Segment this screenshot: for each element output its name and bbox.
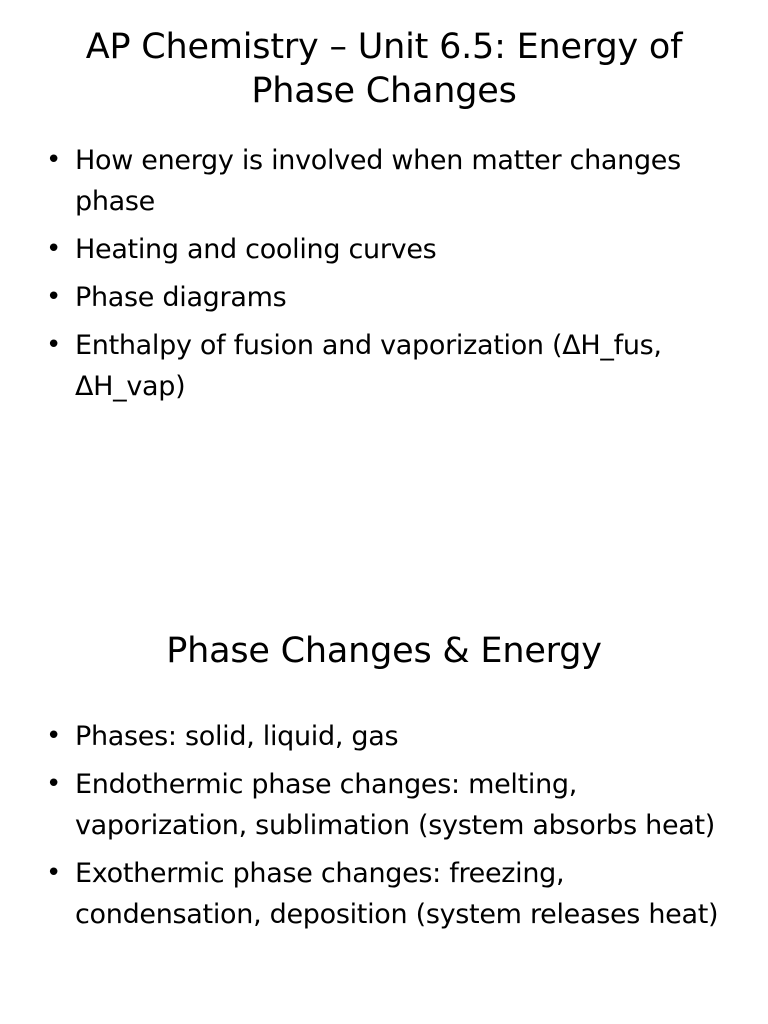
bullet-text: Phase diagrams <box>75 282 287 313</box>
bullet-list <box>46 140 726 414</box>
bullet-icon: • <box>46 769 62 799</box>
bullet-icon: • <box>46 330 62 360</box>
bullet-text: How energy is involved when matter changes phase <box>75 145 681 217</box>
slide-2 <box>0 512 768 1024</box>
bullet-icon: • <box>46 234 62 264</box>
bullet-item <box>46 764 726 846</box>
bullet-icon: • <box>46 858 62 888</box>
slide-title: Phase Changes & Energy <box>166 631 602 671</box>
bullet-text: Endothermic phase changes: melting, vaporization, sublimation (system absorbs heat) <box>75 769 716 841</box>
bullet-icon: • <box>46 721 62 751</box>
bullet-item <box>46 229 726 270</box>
bullet-text: Exothermic phase changes: freezing, condensation, deposition (system releases heat) <box>75 858 719 930</box>
bullet-icon: • <box>46 282 62 312</box>
slide-title: AP Chemistry – Unit 6.5: Energy of Phase Changes <box>85 27 683 111</box>
bullet-text: Heating and cooling curves <box>75 234 437 265</box>
bullet-item <box>46 140 726 222</box>
bullet-icon: • <box>46 145 62 175</box>
bullet-item <box>46 277 726 318</box>
bullet-item <box>46 716 726 757</box>
bullet-item <box>46 853 726 935</box>
bullet-text: Phases: solid, liquid, gas <box>75 721 399 752</box>
bullet-list <box>46 716 726 942</box>
bullet-item <box>46 325 726 407</box>
bullet-text: Enthalpy of fusion and vaporization (ΔH_fus, ΔH_vap) <box>75 330 662 402</box>
